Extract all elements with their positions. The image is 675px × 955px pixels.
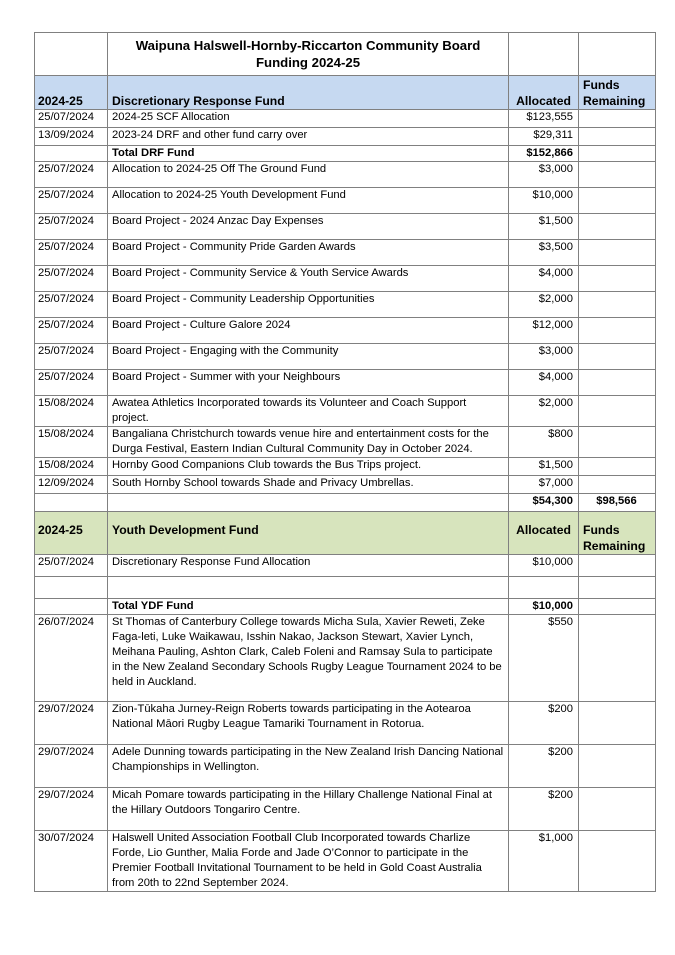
row-funds-remaining — [579, 427, 656, 458]
row-allocated: $2,000 — [509, 292, 579, 318]
table-row — [35, 396, 656, 427]
row-allocated: $7,000 — [509, 476, 579, 494]
row-description: Micah Pomare towards participating in the Hillary Challenge National Final at the Hillary Outdoors Tongariro Centre. — [108, 788, 509, 831]
row-date: 25/07/2024 — [35, 318, 108, 344]
table-row — [35, 344, 656, 370]
drf-summary-allocated: $54,300 — [509, 494, 579, 512]
row-date: 30/07/2024 — [35, 831, 108, 892]
table-row — [35, 128, 656, 146]
drf-total-label: Total DRF Fund — [108, 146, 509, 162]
page-title — [108, 33, 509, 76]
table-row — [35, 788, 656, 831]
row-description: Board Project - 2024 Anzac Day Expenses — [108, 214, 509, 240]
table-row — [35, 458, 656, 476]
row-allocated: $10,000 — [509, 555, 579, 577]
row-allocated: $29,311 — [509, 128, 579, 146]
row-allocated: $3,000 — [509, 344, 579, 370]
ydf-header-row — [35, 512, 656, 555]
row-date: 15/08/2024 — [35, 458, 108, 476]
row-description: South Hornby School towards Shade and Privacy Umbrellas. — [108, 476, 509, 494]
row-funds-remaining — [579, 831, 656, 892]
row-funds-remaining — [579, 128, 656, 146]
table-row — [35, 427, 656, 458]
row-funds-remaining — [579, 555, 656, 577]
row-funds-remaining — [579, 702, 656, 745]
row-allocated: $3,500 — [509, 240, 579, 266]
row-allocated: $123,555 — [509, 110, 579, 128]
funding-table — [34, 32, 656, 892]
title-line-1: Waipuna Halswell-Hornby-Riccarton Community Board — [135, 38, 481, 53]
row-allocated: $4,000 — [509, 266, 579, 292]
row-funds-remaining — [579, 318, 656, 344]
row-allocated: $10,000 — [509, 188, 579, 214]
row-date: 25/07/2024 — [35, 344, 108, 370]
drf-header-fund-name: Discretionary Response Fund — [108, 76, 509, 110]
row-description: Allocation to 2024-25 Youth Development Fund — [108, 188, 509, 214]
row-description: Board Project - Community Leadership Opportunities — [108, 292, 509, 318]
row-funds-remaining — [579, 788, 656, 831]
drf-header-funds-remaining: Funds Remaining — [579, 76, 656, 110]
row-description: Board Project - Community Pride Garden Awards — [108, 240, 509, 266]
table-row — [35, 162, 656, 188]
row-date: 25/07/2024 — [35, 162, 108, 188]
drf-header-year: 2024-25 — [35, 76, 108, 110]
row-funds-remaining — [579, 370, 656, 396]
row-funds-remaining — [579, 458, 656, 476]
drf-summary-remaining: $98,566 — [579, 494, 656, 512]
row-date: 25/07/2024 — [35, 110, 108, 128]
ydf-total-row — [35, 599, 656, 615]
row-funds-remaining — [579, 240, 656, 266]
row-description: Discretionary Response Fund Allocation — [108, 555, 509, 577]
table-row — [35, 702, 656, 745]
row-date: 29/07/2024 — [35, 745, 108, 788]
drf-grant-rows — [35, 162, 656, 494]
table-row — [35, 831, 656, 892]
row-date: 25/07/2024 — [35, 370, 108, 396]
drf-header-row — [35, 76, 656, 110]
row-allocated: $200 — [509, 788, 579, 831]
table-row — [35, 745, 656, 788]
row-allocated: $800 — [509, 427, 579, 458]
row-description: Board Project - Engaging with the Community — [108, 344, 509, 370]
table-row — [35, 110, 656, 128]
row-allocated: $12,000 — [509, 318, 579, 344]
ydf-header-allocated: Allocated — [509, 512, 579, 555]
ydf-blank-row — [35, 577, 656, 599]
row-date: 29/07/2024 — [35, 788, 108, 831]
row-funds-remaining — [579, 476, 656, 494]
row-description: 2024-25 SCF Allocation — [108, 110, 509, 128]
row-allocated: $1,000 — [509, 831, 579, 892]
row-allocated: $4,000 — [509, 370, 579, 396]
ydf-opening-rows — [35, 555, 656, 577]
row-description: St Thomas of Canterbury College towards Micha Sula, Xavier Reweti, Zeke Faga-leti, Luke Waikawau, Isshin Nakao, Jackson Stewart, Xavier Lynch, Meihana Pauling, Ashton Clark, Caleb Foleni and Ramsay Sula to participate in the New Zealand Secondary Schools Rugby League Tournament 2024 to be held in Auckland. — [108, 615, 509, 702]
row-description: Bangaliana Christchurch towards venue hire and entertainment costs for the Durga Festival, Eastern Indian Cultural Community Day in October 2024. — [108, 427, 509, 458]
row-date: 13/09/2024 — [35, 128, 108, 146]
row-date: 15/08/2024 — [35, 396, 108, 427]
table-row — [35, 555, 656, 577]
table-row — [35, 318, 656, 344]
row-funds-remaining — [579, 615, 656, 702]
title-row — [35, 33, 656, 76]
ydf-total-label: Total YDF Fund — [108, 599, 509, 615]
row-allocated: $1,500 — [509, 458, 579, 476]
row-funds-remaining — [579, 396, 656, 427]
row-funds-remaining — [579, 745, 656, 788]
drf-opening-rows — [35, 110, 656, 146]
title-line-2: Funding 2024-25 — [255, 55, 361, 70]
row-description: 2023-24 DRF and other fund carry over — [108, 128, 509, 146]
ydf-grant-rows — [35, 615, 656, 892]
ydf-header-fund-name: Youth Development Fund — [108, 512, 509, 555]
row-description: Zion-Tūkaha Jurney-Reign Roberts towards participating in the Aotearoa National Māori Rugby League Tamariki Tournament in Rotorua. — [108, 702, 509, 745]
row-funds-remaining — [579, 266, 656, 292]
drf-header-allocated: Allocated — [509, 76, 579, 110]
row-description: Halswell United Association Football Club Incorporated towards Charlize Forde, Lio Gunther, Malia Forde and Jade O’Connor to participate in the Premier Football Invitational Tournament to be held in Gold Coast Australia from 20th to 22nd September 2024. — [108, 831, 509, 892]
row-date: 12/09/2024 — [35, 476, 108, 494]
ydf-header-year: 2024-25 — [35, 512, 108, 555]
row-allocated: $550 — [509, 615, 579, 702]
row-allocated: $1,500 — [509, 214, 579, 240]
row-funds-remaining — [579, 214, 656, 240]
row-funds-remaining — [579, 162, 656, 188]
table-row — [35, 476, 656, 494]
row-description: Awatea Athletics Incorporated towards its Volunteer and Coach Support project. — [108, 396, 509, 427]
row-funds-remaining — [579, 110, 656, 128]
ydf-total-amount: $10,000 — [509, 599, 579, 615]
row-funds-remaining — [579, 188, 656, 214]
row-description: Allocation to 2024-25 Off The Ground Fund — [108, 162, 509, 188]
ydf-header-funds-remaining: Funds Remaining — [579, 512, 656, 555]
row-description: Hornby Good Companions Club towards the Bus Trips project. — [108, 458, 509, 476]
row-allocated: $200 — [509, 702, 579, 745]
table-row — [35, 266, 656, 292]
row-allocated: $2,000 — [509, 396, 579, 427]
row-date: 15/08/2024 — [35, 427, 108, 458]
row-date: 25/07/2024 — [35, 555, 108, 577]
row-description: Adele Dunning towards participating in the New Zealand Irish Dancing National Championships in Wellington. — [108, 745, 509, 788]
row-description: Board Project - Community Service & Youth Service Awards — [108, 266, 509, 292]
table-row — [35, 615, 656, 702]
row-funds-remaining — [579, 292, 656, 318]
table-row — [35, 292, 656, 318]
row-date: 25/07/2024 — [35, 240, 108, 266]
row-date: 26/07/2024 — [35, 615, 108, 702]
row-description: Board Project - Culture Galore 2024 — [108, 318, 509, 344]
drf-total-row — [35, 146, 656, 162]
row-date: 25/07/2024 — [35, 214, 108, 240]
drf-total-amount: $152,866 — [509, 146, 579, 162]
row-allocated: $3,000 — [509, 162, 579, 188]
row-date: 25/07/2024 — [35, 292, 108, 318]
table-row — [35, 370, 656, 396]
table-row — [35, 240, 656, 266]
table-row — [35, 214, 656, 240]
row-date: 25/07/2024 — [35, 188, 108, 214]
row-date: 25/07/2024 — [35, 266, 108, 292]
row-funds-remaining — [579, 344, 656, 370]
row-allocated: $200 — [509, 745, 579, 788]
row-date: 29/07/2024 — [35, 702, 108, 745]
row-description: Board Project - Summer with your Neighbours — [108, 370, 509, 396]
drf-summary-row — [35, 494, 656, 512]
table-row — [35, 188, 656, 214]
